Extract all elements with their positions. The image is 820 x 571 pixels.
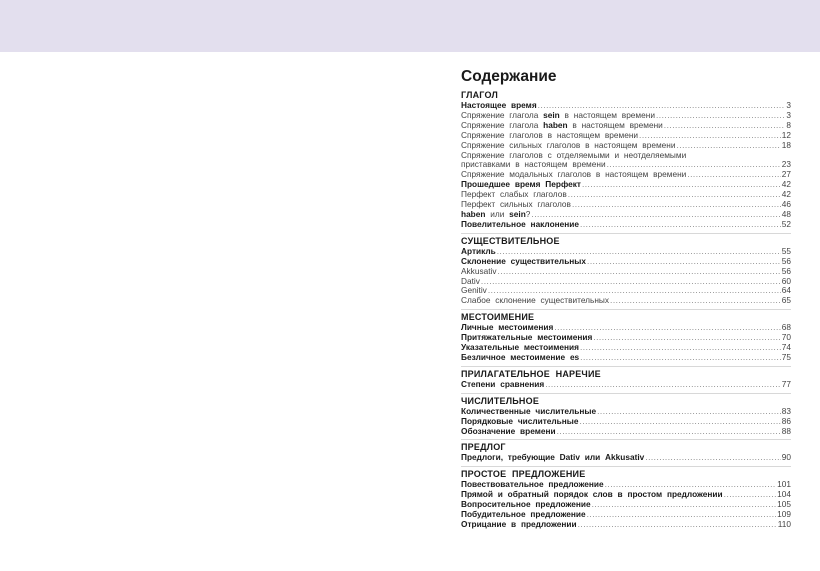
entry-page-number: 110: [777, 519, 791, 529]
dot-leader: [578, 520, 777, 530]
dot-leader: [568, 190, 781, 200]
entry-page-number: 104: [777, 489, 791, 500]
entry-page-number: 48: [781, 208, 791, 219]
dot-leader: [592, 500, 777, 510]
entry-title-part: Притяжательные местоимения: [461, 332, 593, 343]
entry-title-part: Склонение существительных: [461, 255, 587, 266]
dot-leader: [582, 180, 781, 190]
entry-title-part: haben: [543, 119, 568, 130]
entry-title-part: Спряжение глаголов с отделяемыми и неотделяемыми: [461, 149, 687, 160]
entry-title-part: Артикль: [461, 245, 496, 256]
entry-title-part: Степени сравнения: [461, 378, 545, 389]
entry-page-number: 52: [781, 218, 791, 229]
section-heading: МЕСТОИМЕНИЕ: [461, 312, 535, 323]
entry-title-part: Genitiv: [461, 285, 487, 296]
toc-entry[interactable]: [461, 257, 791, 267]
entry-title-part: Настоящее время: [461, 100, 537, 110]
toc-entry[interactable]: [461, 427, 791, 437]
section-heading: ЧИСЛИТЕЛЬНОЕ: [461, 395, 540, 406]
entry-title-part: Повелительное наклонение: [461, 218, 580, 229]
entry-title-part: Личные местоимения: [461, 322, 554, 333]
toc-entry[interactable]: [461, 296, 791, 306]
toc-section: [461, 233, 791, 306]
dot-leader: [664, 121, 786, 131]
section-heading: ГЛАГОЛ: [461, 90, 498, 100]
toc-entry[interactable]: [461, 353, 791, 363]
entry-title-part: Указательные местоимения: [461, 342, 579, 353]
toc-entry[interactable]: [461, 453, 791, 463]
entry-page-number: 23: [781, 159, 791, 170]
toc-section: [461, 393, 791, 437]
dot-leader: [597, 407, 781, 417]
entry-title-part: приставками в настоящем времени: [461, 159, 606, 170]
entry-page-number: 8: [786, 119, 791, 130]
entry-page-number: 3: [786, 100, 791, 110]
toc-section: [461, 439, 791, 463]
dot-leader: [645, 453, 781, 463]
section-heading: СУЩЕСТВИТЕЛЬНОЕ: [461, 235, 560, 246]
entry-title: [461, 380, 544, 390]
entry-title-part: Количественные числительные: [461, 405, 597, 416]
dot-leader: [676, 141, 780, 151]
entry-page-number: 86: [781, 415, 791, 426]
entry-page-number: 42: [781, 179, 791, 190]
toc-section: [461, 90, 791, 230]
entry-title-part: haben: [461, 208, 486, 219]
table-of-contents: [461, 68, 791, 530]
entry-page-number: 74: [781, 342, 791, 353]
dot-leader: [587, 510, 777, 520]
entry-title-part: Прошедшее время Перфект: [461, 179, 581, 190]
dot-leader: [557, 427, 781, 437]
dot-leader: [579, 417, 780, 427]
dot-leader: [593, 333, 780, 343]
dot-leader: [587, 257, 781, 267]
toc-sections: [461, 90, 791, 530]
toc-section: [461, 309, 791, 363]
entry-page-number: 3: [786, 109, 791, 120]
entry-title: [461, 296, 609, 306]
toc-entry[interactable]: [461, 520, 791, 530]
toc-entry[interactable]: [461, 220, 791, 230]
entry-title-part: Dativ: [461, 275, 480, 286]
entry-title-part: Повествовательное предложение: [461, 479, 604, 490]
entry-page-number: 12: [781, 129, 791, 140]
entry-title-part: Спряжение глагола: [461, 109, 544, 120]
entry-page-number: 60: [781, 275, 791, 286]
entry-page-number: 109: [777, 509, 791, 520]
entry-page-number: 27: [781, 169, 791, 180]
entry-title-part: Спряжение модальных глаголов в настоящем времени: [461, 169, 687, 180]
dot-leader: [580, 343, 781, 353]
entry-page-number: 75: [781, 351, 791, 362]
entry-title: [461, 427, 556, 437]
entry-page-number: 68: [781, 322, 791, 333]
entry-title: [461, 520, 577, 530]
entry-page-number: 56: [781, 265, 791, 276]
entry-title-part: Спряжение глагола: [461, 119, 544, 130]
entry-page-number: 105: [777, 499, 791, 510]
entry-title-part: Спряжение сильных глаголов в настоящем времени: [461, 139, 676, 150]
entry-page-number: 65: [781, 295, 791, 306]
entry-title-part: ?: [525, 208, 531, 219]
entry-page-number: 46: [781, 199, 791, 210]
dot-leader: [498, 267, 781, 277]
dot-leader: [481, 277, 781, 287]
toc-entry[interactable]: [461, 380, 791, 390]
entry-title-part: sein: [543, 109, 560, 120]
entry-title-part: Отрицание в предложении: [461, 519, 577, 529]
entry-page-number: 70: [781, 332, 791, 343]
section-heading: ПРИЛАГАТЕЛЬНОЕ НАРЕЧИЕ: [461, 368, 601, 379]
toc-section: [461, 366, 791, 390]
entry-page-number: 90: [781, 452, 791, 463]
entry-title: [461, 220, 579, 230]
entry-title-part: Предлоги, требующие Dativ или Akkusativ: [461, 452, 645, 463]
toc-title: Содержание: [461, 68, 557, 85]
dot-leader: [724, 490, 777, 500]
dot-leader: [580, 220, 781, 230]
entry-title-part: Побудительное предложение: [461, 509, 586, 520]
entry-page-number: 18: [781, 139, 791, 150]
entry-page-number: 101: [777, 479, 791, 490]
entry-page-number: 83: [781, 405, 791, 416]
entry-page-number: 55: [781, 245, 791, 256]
toc-entry[interactable]: [461, 277, 791, 287]
entry-page-number: 88: [781, 425, 791, 436]
entry-title-part: Вопросительное предложение: [461, 499, 591, 510]
toc-section: [461, 466, 791, 530]
entry-page-number: 64: [781, 285, 791, 296]
section-heading: ПРЕДЛОГ: [461, 442, 506, 453]
dot-leader: [656, 111, 785, 121]
toc-entry[interactable]: [461, 267, 791, 277]
entry-page-number: 77: [781, 378, 791, 389]
entry-title-part: Akkusativ: [461, 265, 497, 276]
entry-title-part: Безличное местоимение es: [461, 351, 580, 362]
entry-title-part: в настоящем времени: [567, 119, 663, 130]
entry-title-part: Спряжение глаголов в настоящем времени: [461, 129, 639, 140]
entry-page-number: 56: [781, 255, 791, 266]
entry-title-part: sein: [509, 208, 526, 219]
entry-title-part: Перфект сильных глаголов: [461, 199, 571, 210]
dot-leader: [572, 200, 781, 210]
entry-title-part: Прямой и обратный порядок слов в простом предложении: [461, 489, 723, 500]
entry-title-part: Обозначение времени: [461, 425, 556, 436]
entry-title: [461, 353, 579, 363]
dot-leader: [687, 170, 780, 180]
entry-title-part: Порядковые числительные: [461, 415, 579, 426]
dot-leader: [545, 380, 781, 390]
section-heading: ПРОСТОЕ ПРЕДЛОЖЕНИЕ: [461, 469, 586, 480]
dot-leader: [580, 353, 781, 363]
entry-title: [461, 453, 644, 463]
entry-page-number: 42: [781, 189, 791, 200]
entry-title-part: или: [485, 208, 510, 219]
top-band: [0, 0, 820, 52]
entry-title-part: Слабое склонение существительных: [461, 295, 610, 306]
entry-title-part: Перфект слабых глаголов: [461, 189, 567, 200]
dot-leader: [610, 296, 781, 306]
entry-title-part: в настоящем времени: [559, 109, 655, 120]
